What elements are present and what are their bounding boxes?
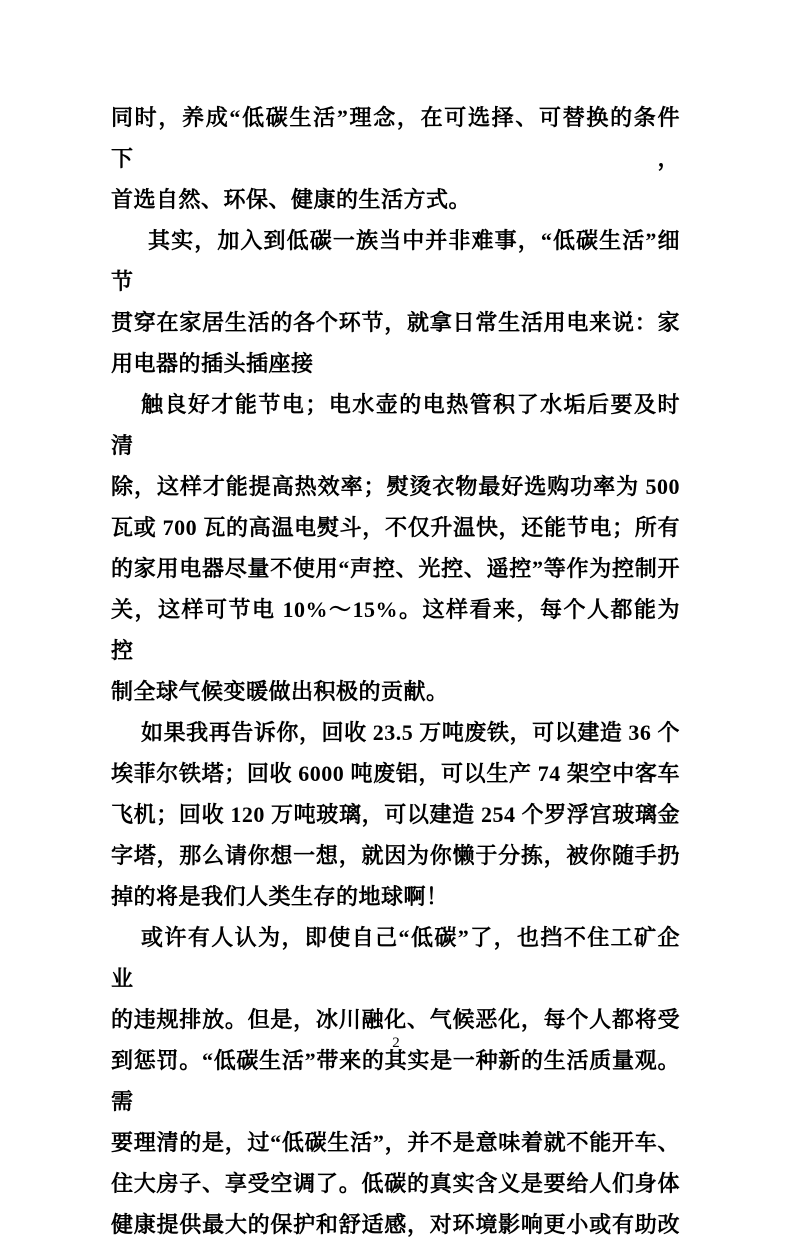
text-line: 制全球气候变暖做出积极的贡献。	[111, 679, 449, 704]
paragraph	[111, 384, 680, 712]
paragraph	[111, 220, 680, 384]
text-line: 要理清的是，过“低碳生活”，并不是意味着就不能开车、	[111, 1130, 680, 1155]
text-line: 首选自然、环保、健康的生活方式。	[111, 187, 472, 212]
document-body	[111, 97, 680, 1245]
text-line: 如果我再告诉你，回收 23.5 万吨废铁，可以建造 36 个	[141, 720, 680, 745]
paragraph	[111, 97, 680, 220]
text-line: 的违规排放。但是，冰川融化、气候恶化，每个人都将受	[111, 1007, 680, 1032]
text-line: 或许有人认为，即使自己“低碳”了，也挡不住工矿企业	[111, 925, 680, 991]
text-line: 其实，加入到低碳一族当中并非难事，“低碳生活”细节	[111, 228, 680, 294]
text-line: 同时，养成“低碳生活”理念，在可选择、可替换的条件下，	[111, 105, 680, 171]
text-line: 关，这样可节电 10%～15%。这样看来，每个人都能为控	[111, 597, 680, 663]
page-number: 2	[392, 1035, 400, 1051]
page-footer	[0, 1034, 792, 1052]
text-line: 除，这样才能提高热效率；熨烫衣物最好选购功率为 500	[111, 474, 680, 499]
text-line: 字塔，那么请你想一想，就因为你懒于分拣，被你随手扔	[111, 843, 680, 868]
text-line: 掉的将是我们人类生存的地球啊！	[111, 884, 449, 909]
text-line: 到惩罚。“低碳生活”带来的其实是一种新的生活质量观。需	[111, 1048, 680, 1114]
text-line: 埃菲尔铁塔；回收 6000 吨废铝，可以生产 74 架空中客车	[111, 761, 680, 786]
text-line: 的家用电器尽量不使用“声控、光控、遥控”等作为控制开	[111, 556, 680, 581]
text-line: 用电器的插头插座接	[111, 351, 314, 376]
text-line: 健康提供最大的保护和舒适感，对环境影响更小或有助改	[111, 1212, 680, 1237]
text-line: 住大房子、享受空调了。低碳的真实含义是要给人们身体	[111, 1171, 680, 1196]
text-line: 瓦或 700 瓦的高温电熨斗，不仅升温快，还能节电；所有	[111, 515, 680, 540]
text-line: 贯穿在家居生活的各个环节，就拿日常生活用电来说：家	[111, 310, 680, 335]
paragraph	[111, 917, 680, 1245]
paragraph	[111, 712, 680, 917]
text-line: 飞机；回收 120 万吨玻璃，可以建造 254 个罗浮宫玻璃金	[111, 802, 680, 827]
text-line: 触良好才能节电；电水壶的电热管积了水垢后要及时清	[111, 392, 680, 458]
